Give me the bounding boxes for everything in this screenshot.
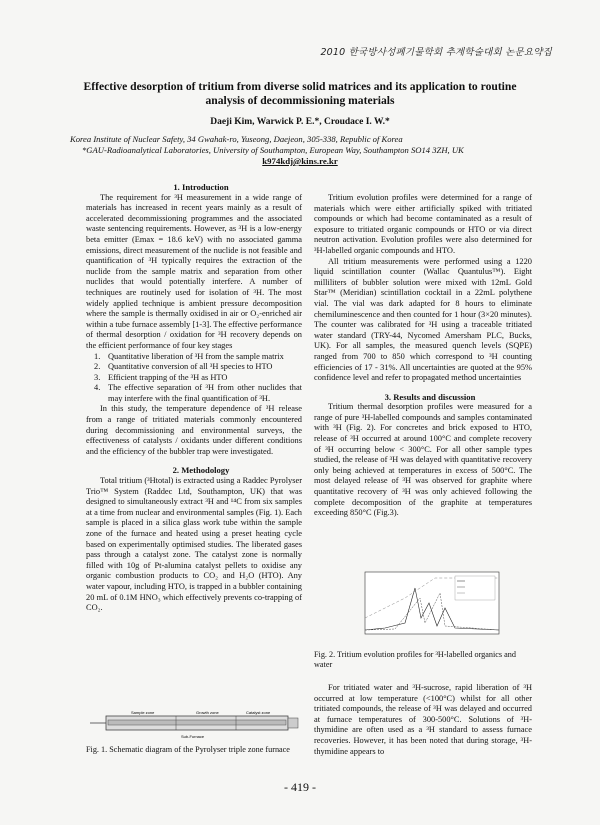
figure-1-caption: Fig. 1. Schematic diagram of the Pyrolyser triple zone furnace xyxy=(86,745,290,754)
right-column-top xyxy=(314,193,532,519)
growth-zone-label: Growth zone xyxy=(196,710,219,715)
authors: Daeji Kim, Warwick P. E.*, Croudace I. W.* xyxy=(210,117,390,127)
page-number: - 419 - xyxy=(284,780,316,794)
right-paragraph-2: All tritium measurements were performed using a 1220 liquid scintillation counter (Wallac Quantulus™). Eight milliliters of bubbler solution were mixed with 12mL Gold Star™ (Meridian) scintillation cocktail in a 22mL polythene vial. The vial was dark adapted for 8 hours to eliminate chemiluminescence and then counted for 1 hour (3×20 minutes). The counter was calibrated for ³H using a traceable tritiated water standard (TRY-44, Nycomed Amersham PLC, Bucks, UK). For all samples, the measured quench levels (SQPE) ranged from 700 to 850 which correspond to ³H counting efficiencies of 17 - 31%. All uncertainties are quoted at the 95% confidence level and refer to propagated method uncertainties xyxy=(314,256,532,383)
intro-paragraph-2: In this study, the temperature dependence of ³H release from a range of tritiated materials commonly encountered during decommissioning and environmental surveys, the effectiveness of catalysts / oxidants under different conditions and the efficiency of the bubbler trap were investigated. xyxy=(86,404,302,456)
list-item: 2. Quantitative conversion of all ³H species to HTO xyxy=(94,362,273,372)
affiliation-1: Korea Institute of Nuclear Safety, 34 Gwahak-ro, Yuseong, Daejeon, 305-338, Republic of Korea xyxy=(70,134,403,144)
pyrolyser-furnace-diagram xyxy=(86,708,302,744)
left-column xyxy=(86,182,302,614)
figure-2-caption: Fig. 2. Tritium evolution profiles for ³H-labelled organics and water xyxy=(314,650,516,669)
method-paragraph: Total tritium (³Htotal) is extracted using a Raddec Pyrolyser Trio™ System (Raddec Ltd, Southampton, UK) that was designed to simultaneously extract ³H and ¹⁴C from six samples at a time from nuclear and environmental samples (Fig. 1). Each sample is placed in a silica glass work tube within the sample zone of the furnace and heated using a preset heating cycle based on experimentally optimised studies. The liberated gases pass through a catalyst zone. The catalyst zone is normally filled with 10g of Pt-alumina catalyst pellets to oxidise any organic combustion products to CO₂ and H₂O (HTO). Any water vapour, including HTO, is trapped in a bubbler containing 20 mL of 0.1M HNO₃ which effectively prevents co-trapping of CO₂. xyxy=(86,476,302,613)
list-item: 3. Efficient trapping of the ³H as HTO xyxy=(94,372,228,382)
conference-header: 2010 한국방사성폐기물학회 추계학술대회 논문요약집 xyxy=(320,47,552,58)
intro-paragraph-1: The requirement for ³H measurement in a wide range of materials has increased in recent years mainly as a result of accelerated decommissioning programmes and the associated waste sentencing requirements. However, as ³H is a low-energy beta emitter (Emax = 18.6 keV) with no associated gamma emissions, direct measurement of the nuclide is not feasible and quantification of ³H typically requires the extraction of the nuclide from the sample matrix and separation from other nuclides that would potentially interfere. A number of techniques are routinely used for isolation of ³H. The most widely applied technique is ambient pressure decomposition where the sample is thermally oxidised in air or O₂-enriched air within a tube furnace assembly [1-3]. The effective performance of thermal desorption / oxidation for ³H recovery depends on the efficient performance of four key stages xyxy=(86,192,302,350)
method-heading: 2. Methodology xyxy=(172,465,230,476)
subfurnace-label: Sub-Furnace xyxy=(181,734,205,739)
results-paragraph-1: Tritium thermal desorption profiles were measured for a range of pure ³H-labelled compounds and samples contaminated with ³H (Fig. 2). For concretes and brick exposed to HTO, release of ³H occurred at around 100°C and complete recovery of ³H occurring below < 300°C. For all other sample types studied, the release of ³H was delayed with quantitative recovery only being achieved at temperatures in excess of 500°C. The most delayed release of ³H was observed for graphite where quantitative recovery of ³H was only achieved following the complete decomposition of the graphite at temperatures exceeding 850°C (Fig.3). xyxy=(314,402,532,518)
list-item: 1. Quantitative liberation of ³H from the sample matrix xyxy=(94,351,284,361)
results-paragraph-2: For tritiated water and ³H-sucrose, rapid liberation of ³H occurred at low temperature (<100°C) whilst for all other tritiated compounds, the release of ³H was delayed and occurred at furnace temperatures of 300-500°C. Solutions of ³H-thymidine are often used as a ³H standard to assess furnace recoveries. However, it has been noted that during storage, ³H-thymidine appears to xyxy=(314,683,532,756)
catalyst-zone-label: Catalyst zone xyxy=(246,710,271,715)
tritium-evolution-chart xyxy=(345,568,523,644)
author-email: k974kdj@kins.re.kr xyxy=(262,156,338,166)
affiliation-2: *GAU-Radioanalytical Laboratories, University of Southampton, European Way, Southampton SO14 3ZH, UK xyxy=(82,145,464,155)
results-heading: 3. Results and discussion xyxy=(384,391,476,402)
intro-heading: 1. Introduction xyxy=(173,182,229,192)
list-item: 4. The effective separation of ³H from other nuclides that may interfere with the final quantification of ³H. xyxy=(94,383,302,403)
right-paragraph-1: Tritium evolution profiles were determined for a range of materials which were either artificially spiked with tritiated compounds or which had become contaminated as a result of exposure to tritiated organic compounds or HTO or via direct neutron activation. Evolution profiles were also determined for ³H-labelled organic compounds and HTO. xyxy=(314,193,532,255)
paper-title: Effective desorption of tritium from diverse solid matrices and its application to routine analysis of decommissioning materials xyxy=(83,80,517,107)
intro-stages-list xyxy=(86,352,302,405)
right-column-bottom xyxy=(314,683,532,757)
sample-zone-label: Sample zone xyxy=(131,710,155,715)
